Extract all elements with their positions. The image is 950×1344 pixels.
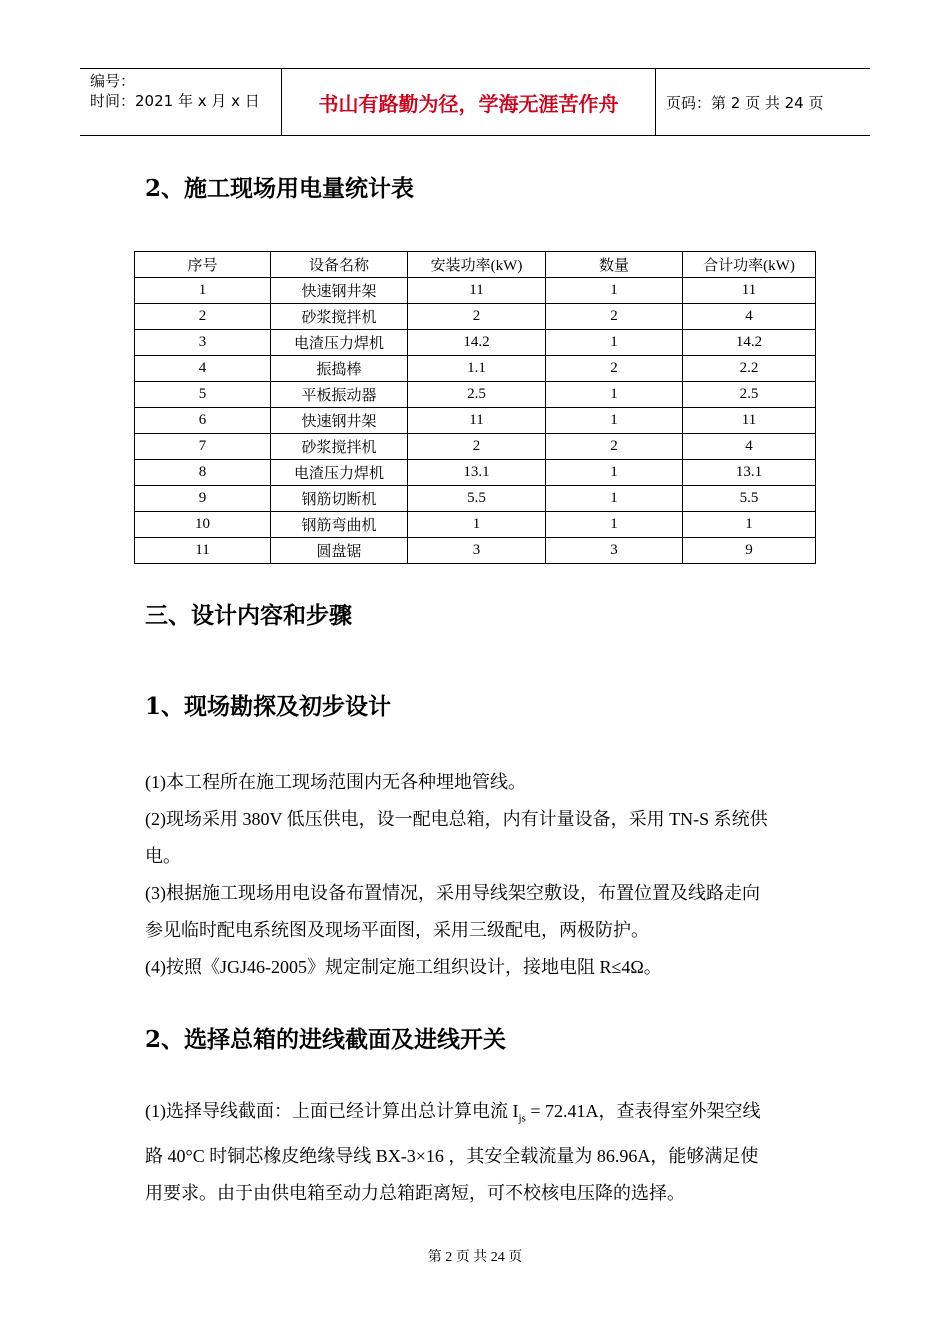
text-segment: (1)选择导线截面：上面已经计算出总计算电流 I xyxy=(145,1101,519,1121)
table-cell: 2 xyxy=(546,434,683,460)
survey-paragraphs xyxy=(145,764,815,986)
paragraph-line: 路 40°C 时铜芯橡皮绝缘导线 BX-3×16 ，其安全载流量为 86.96A，能够满足使 xyxy=(145,1145,759,1166)
paragraph-line: (2)现场采用 380V 低压供电，设一配电总箱，内有计量设备，采用 TN-S 系统供 xyxy=(145,809,768,829)
table-cell: 1 xyxy=(135,278,271,304)
table-cell: 2.5 xyxy=(683,382,816,408)
table-body xyxy=(135,278,816,564)
paragraph-line: 参见临时配电系统图及现场平面图，采用三级配电，两极防护。 xyxy=(145,920,649,940)
table-cell: 2 xyxy=(408,304,546,330)
column-header: 安装功率(kW) xyxy=(408,252,546,278)
table-cell: 1 xyxy=(546,330,683,356)
table-row xyxy=(135,460,816,486)
current-subscript: js xyxy=(518,1112,526,1125)
table-cell: 11 xyxy=(683,408,816,434)
table-row xyxy=(135,304,816,330)
equipment-power-table xyxy=(134,251,816,564)
table-cell: 2 xyxy=(546,304,683,330)
table-cell: 1 xyxy=(546,460,683,486)
table-cell: 2 xyxy=(135,304,271,330)
table-cell: 2.5 xyxy=(408,382,546,408)
table-cell: 11 xyxy=(408,278,546,304)
table-cell: 9 xyxy=(135,486,271,512)
paragraph-line: (3)根据施工现场用电设备布置情况，采用导线架空敷设，布置位置及线路走向 xyxy=(145,883,760,903)
table-cell: 11 xyxy=(135,538,271,564)
paragraph-line xyxy=(145,1093,815,1138)
table-row xyxy=(135,434,816,460)
paragraph-line: (1)本工程所在施工现场范围内无各种埋地管线。 xyxy=(145,772,526,792)
section-title-survey: 1、现场勘探及初步设计 xyxy=(145,693,392,720)
document-number-label: 编号： xyxy=(90,72,136,90)
table-cell: 1 xyxy=(546,512,683,538)
table-cell: 2 xyxy=(546,356,683,382)
table-header-row xyxy=(135,252,816,278)
table-cell: 13.1 xyxy=(683,460,816,486)
table-cell: 钢筋切断机 xyxy=(271,486,408,512)
paragraph-line: (4)按照《JGJ46-2005》规定制定施工组织设计，接地电阻 R≤4Ω。 xyxy=(145,957,662,977)
section-title-power-table: 2、施工现场用电量统计表 xyxy=(145,175,415,202)
column-header: 数量 xyxy=(546,252,683,278)
table-cell: 5.5 xyxy=(408,486,546,512)
table-cell: 3 xyxy=(408,538,546,564)
paragraph-line: 电。 xyxy=(145,846,181,866)
section-title-incoming-line: 2、选择总箱的进线截面及进线开关 xyxy=(145,1026,507,1053)
table-cell: 1 xyxy=(546,382,683,408)
table-cell: 1 xyxy=(546,278,683,304)
table-cell: 振捣棒 xyxy=(271,356,408,382)
table-row xyxy=(135,486,816,512)
table-cell: 6 xyxy=(135,408,271,434)
table-cell: 电渣压力焊机 xyxy=(271,460,408,486)
table-cell: 1.1 xyxy=(408,356,546,382)
paragraph-line: 用要求。由于由供电箱至动力总箱距离短，可不校核电压降的选择。 xyxy=(145,1182,685,1203)
table-row xyxy=(135,330,816,356)
header-page-number: 页码：第 2 页 共 24 页 xyxy=(666,93,824,112)
table-cell: 11 xyxy=(683,278,816,304)
table-row xyxy=(135,408,816,434)
table-cell: 2 xyxy=(408,434,546,460)
table-cell: 圆盘锯 xyxy=(271,538,408,564)
table-cell: 快速钢井架 xyxy=(271,278,408,304)
table-cell: 平板振动器 xyxy=(271,382,408,408)
table-cell: 2.2 xyxy=(683,356,816,382)
table-cell: 8 xyxy=(135,460,271,486)
column-header: 序号 xyxy=(135,252,271,278)
table-cell: 1 xyxy=(683,512,816,538)
document-time-label: 时间：2021 年 x 月 x 日 xyxy=(90,92,260,110)
table-cell: 10 xyxy=(135,512,271,538)
column-header: 合计功率(kW) xyxy=(683,252,816,278)
table-row xyxy=(135,538,816,564)
table-cell: 1 xyxy=(546,408,683,434)
table-cell: 钢筋弯曲机 xyxy=(271,512,408,538)
table-cell: 1 xyxy=(546,486,683,512)
table-cell: 14.2 xyxy=(683,330,816,356)
table-cell: 砂浆搅拌机 xyxy=(271,434,408,460)
table-cell: 11 xyxy=(408,408,546,434)
table-row xyxy=(135,278,816,304)
header-motto: 书山有路勤为径，学海无涯苦作舟 xyxy=(282,69,656,135)
table-cell: 14.2 xyxy=(408,330,546,356)
table-cell: 1 xyxy=(408,512,546,538)
table-row xyxy=(135,356,816,382)
table-cell: 5 xyxy=(135,382,271,408)
incoming-line-paragraph xyxy=(145,1093,815,1212)
text-segment: = 72.41A，查表得室外架空线 xyxy=(525,1101,761,1121)
header-meta xyxy=(80,69,282,135)
page-footer: 第 2 页 共 24 页 xyxy=(427,1250,523,1265)
table-cell: 电渣压力焊机 xyxy=(271,330,408,356)
table-cell: 3 xyxy=(546,538,683,564)
table-cell: 13.1 xyxy=(408,460,546,486)
table-cell: 砂浆搅拌机 xyxy=(271,304,408,330)
table-cell: 7 xyxy=(135,434,271,460)
table-cell: 4 xyxy=(135,356,271,382)
page-header xyxy=(80,68,870,136)
table-cell: 快速钢井架 xyxy=(271,408,408,434)
table-cell: 4 xyxy=(683,434,816,460)
table-cell: 9 xyxy=(683,538,816,564)
section-title-design: 三、设计内容和步骤 xyxy=(145,602,352,629)
table-cell: 3 xyxy=(135,330,271,356)
table-row xyxy=(135,512,816,538)
column-header: 设备名称 xyxy=(271,252,408,278)
table-cell: 5.5 xyxy=(683,486,816,512)
table-row xyxy=(135,382,816,408)
table-cell: 4 xyxy=(683,304,816,330)
